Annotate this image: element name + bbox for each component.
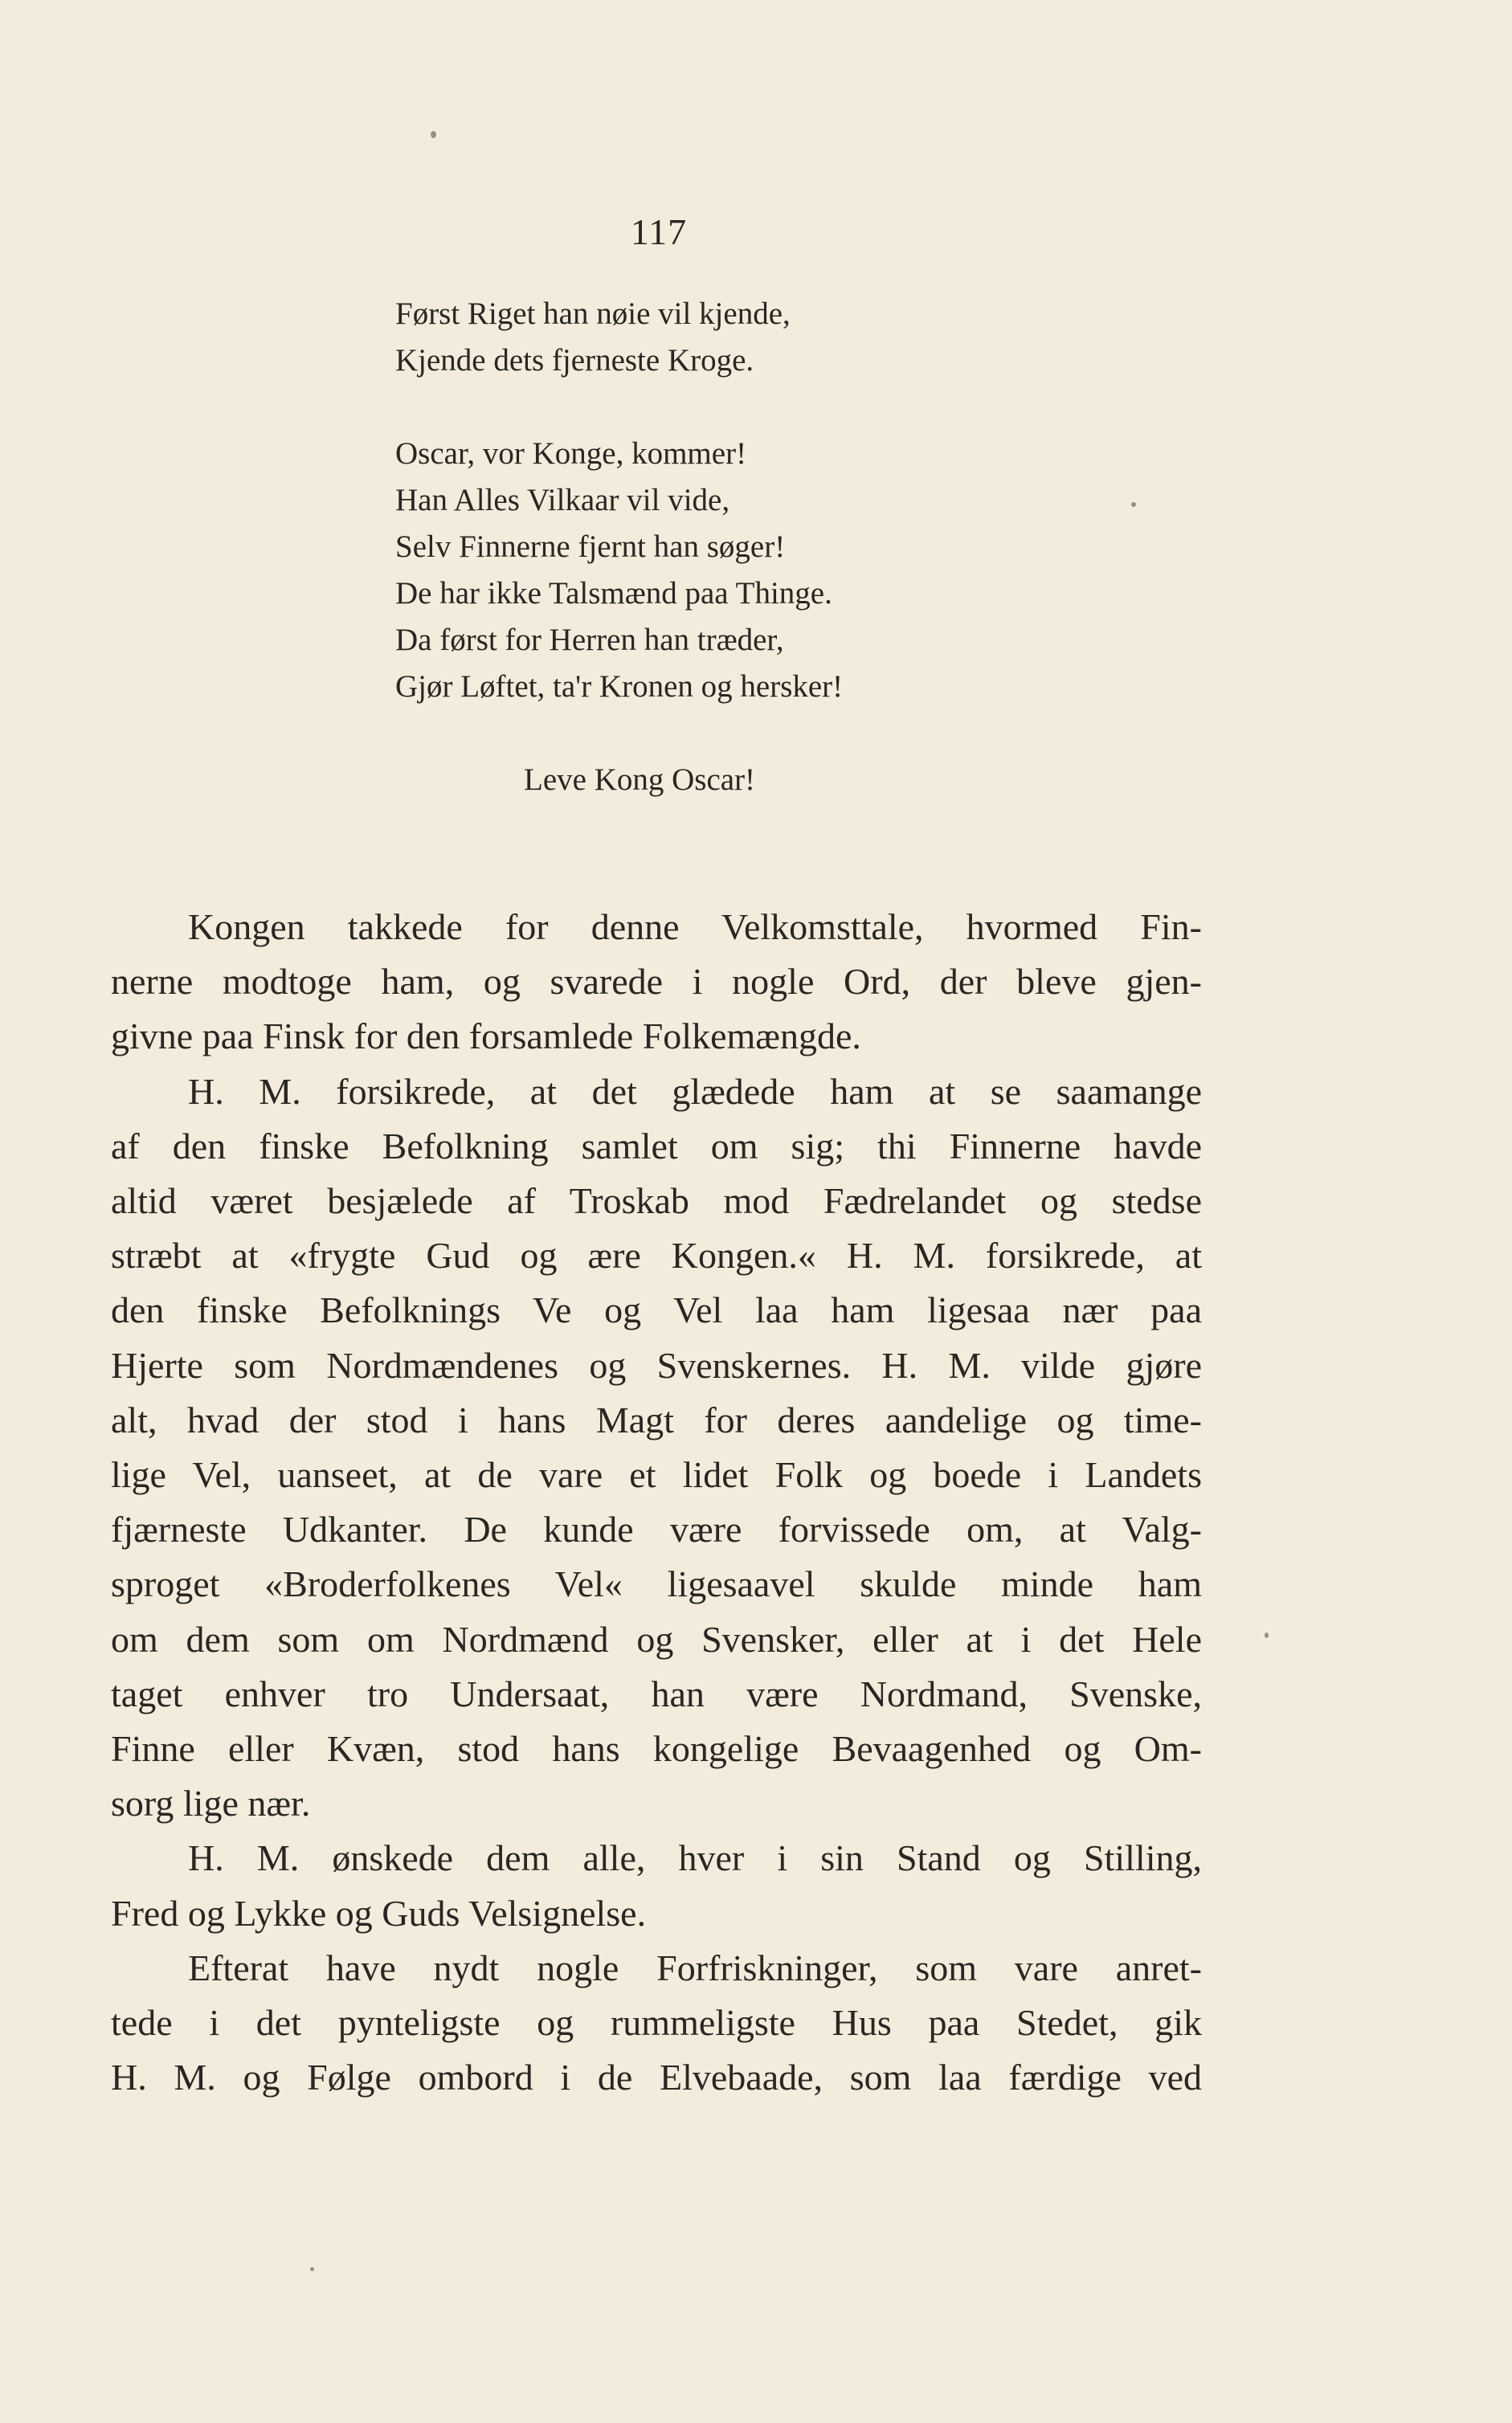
prose-line: Efterat have nydt nogle Forfriskninger, som vare anret- [188,1947,1202,1988]
paper-speck [1131,502,1136,507]
prose-line: sorg lige nær. [111,1783,311,1824]
paper-speck [1265,1632,1269,1638]
prose-line: givne paa Finsk for den forsamlede Folkemængde. [111,1015,861,1057]
prose-line: taget enhver tro Undersaat, han være Nordmand, Svenske, [111,1673,1202,1714]
stanza-gap [395,384,1199,431]
poem-line: Gjør Løftet, ta'r Kronen og hersker! [395,669,844,704]
paper-speck [310,2267,314,2271]
poem-line: Kjende dets fjerneste Kroge. [395,343,754,378]
prose-line: Fred og Lykke og Guds Velsignelse. [111,1892,647,1934]
prose-line: af den finske Befolkning samlet om sig; thi Finnerne havde [111,1125,1202,1167]
prose-line: nerne modtoge ham, og svarede i nogle Ord, der bleve gjen- [111,961,1202,1003]
prose-line: Hjerte som Nordmændenes og Svenskernes. H. M. vilde gjøre [111,1344,1202,1386]
poem [395,291,1199,803]
prose-line: den finske Befolknings Ve og Vel laa ham ligesaa nær paa [111,1289,1202,1331]
prose-line: om dem som om Nordmænd og Svensker, eller at i det Hele [111,1618,1202,1660]
prose-line: alt, hvad der stod i hans Magt for deres aandelige og time- [111,1399,1202,1440]
prose-line: H. M. forsikrede, at det glædede ham at se saamange [188,1070,1202,1112]
prose-line: Kongen takkede for denne Velkomsttale, hvormed Fin- [188,906,1202,947]
prose-line: altid været besjælede af Troskab mod Fædrelandet og stedse [111,1180,1202,1222]
prose-line: fjærneste Udkanter. De kunde være forvissede om, at Valg- [111,1509,1202,1551]
poem-line: De har ikke Talsmænd paa Thinge. [395,576,832,611]
prose-line: stræbt at «frygte Gud og ære Kongen.« H. M. forsikrede, at [111,1235,1202,1277]
poem-line: Da først for Herren han træder, [395,623,784,657]
prose-line: tede i det pynteligste og rummeligste Hus paa Stedet, gik [111,2002,1202,2044]
poem-line: Selv Finnerne fjernt han søger! [395,529,786,564]
poem-line: Oscar, vor Konge, kommer! [395,436,747,471]
poem-closing-line: Leve Kong Oscar! [524,762,756,797]
prose-line: Finne eller Kvæn, stod hans kongelige Bevaagenhed og Om- [111,1728,1202,1770]
poem-line: Han Alles Vilkaar vil vide, [395,483,730,517]
prose-line: lige Vel, uanseet, at de vare et lidet Folk og boede i Landets [111,1454,1202,1496]
poem-line: Først Riget han nøie vil kjende, [395,296,791,331]
prose-line: H. M. og Følge ombord i de Elvebaade, som laa færdige ved [111,2057,1202,2098]
prose-line: H. M. ønskede dem alle, hver i sin Stand og Stilling, [188,1837,1202,1879]
page-number: 117 [630,211,688,252]
prose-body [111,900,1202,2105]
prose-line: sproget «Broderfolkenes Vel« ligesaavel skulde minde ham [111,1563,1202,1605]
paper-speck [431,131,436,138]
stanza-gap [395,710,1199,757]
